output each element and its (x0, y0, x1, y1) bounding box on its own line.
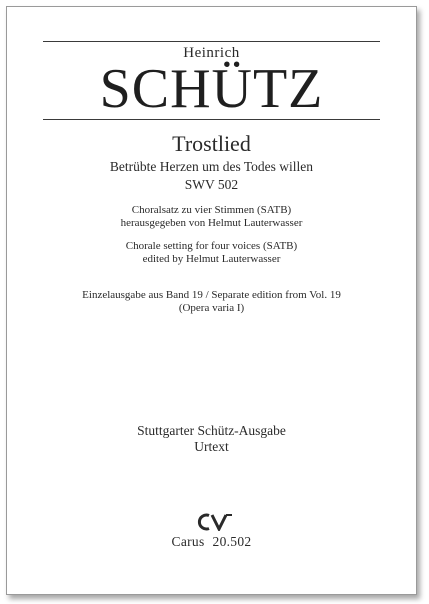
edition-info-line2: (Opera varia I) (178, 302, 245, 314)
order-number: 20.502 (212, 534, 252, 549)
bottom-rule (43, 119, 380, 120)
work-title: Trostlied (172, 131, 251, 156)
work-subtitle: Betrübte Herzen um des Todes willen (109, 159, 314, 174)
publisher-name: Carus (171, 534, 205, 549)
description-de-line1: Choralsatz zu vier Stimmen (SATB) (131, 204, 292, 216)
carus-logo-icon (196, 513, 234, 531)
publisher-catalog (7, 534, 416, 550)
description-en-line2: edited by Helmut Lauterwasser (142, 253, 281, 265)
top-rule (43, 41, 380, 42)
series-type: Urtext (194, 439, 229, 454)
score-cover (6, 6, 417, 595)
composer-last-name: SCHÜTZ (99, 58, 324, 120)
edition-info-line1: Einzelausgabe aus Band 19 / Separate edition from Vol. 19 (82, 289, 341, 301)
catalog-number: SWV 502 (184, 177, 239, 192)
description-en-line1: Chorale setting for four voices (SATB) (125, 240, 298, 252)
composer-first-name: Heinrich (183, 45, 240, 61)
description-de-line2: herausgegeben von Helmut Lauterwasser (120, 217, 303, 229)
series-name: Stuttgarter Schütz-Ausgabe (137, 423, 286, 438)
